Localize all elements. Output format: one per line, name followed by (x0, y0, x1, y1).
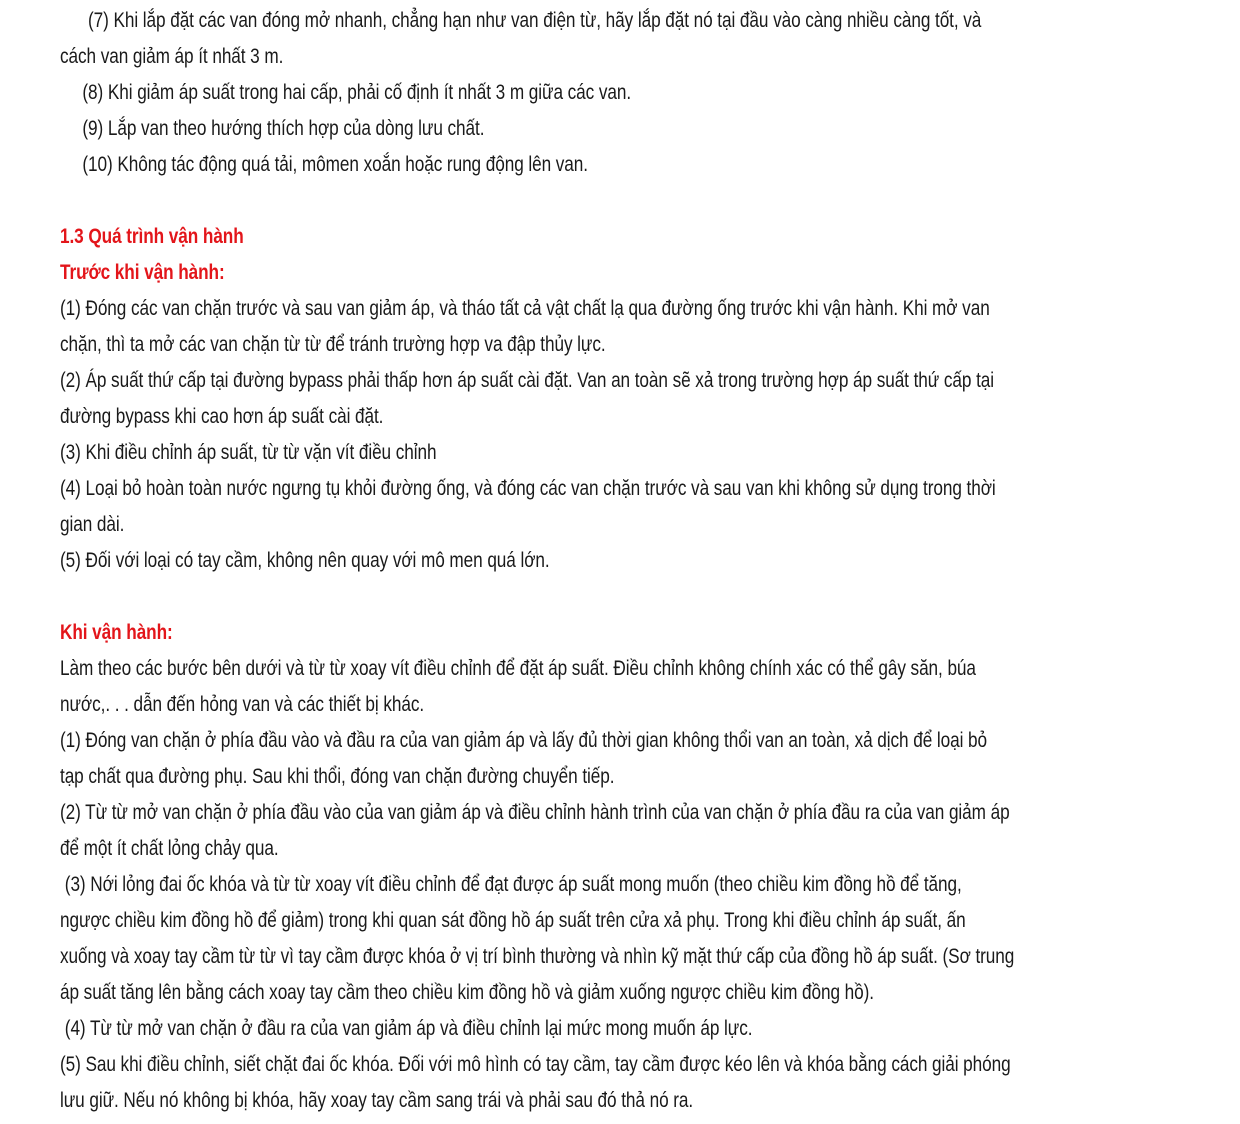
during-item-1: (1) Đóng van chặn ở phía đầu vào và đầu ra của van giảm áp và lấy đủ thời gian không thổi van an toàn, xả dịch để loại bỏ (60, 728, 988, 752)
during-item-5: (5) Sau khi điều chỉnh, siết chặt đai ốc khóa. Đối với mô hình có tay cầm, tay cầm được kéo lên và khóa bằng cách giải phóng (60, 1052, 1011, 1076)
before-item-2: (2) Áp suất thứ cấp tại đường bypass phải thấp hơn áp suất cài đặt. Van an toàn sẽ xả trong trường hợp áp suất thứ cấp tại (60, 368, 995, 392)
install-note-10: (10) Không tác động quá tải, mômen xoắn hoặc rung động lên van. (82, 152, 588, 176)
during-item-1-cont: tạp chất qua đường phụ. Sau khi thổi, đóng van chặn đường chuyển tiếp. (60, 764, 615, 788)
during-item-3: (3) Nới lỏng đai ốc khóa và từ từ xoay vít điều chỉnh để đạt được áp suất mong muốn (theo chiều kim đồng hồ để tăng, (64, 872, 962, 896)
during-intro: Làm theo các bước bên dưới và từ từ xoay vít điều chỉnh để đặt áp suất. Điều chỉnh không chính xác có thể gây săn, búa (60, 656, 976, 680)
before-item-4: (4) Loại bỏ hoàn toàn nước ngưng tụ khỏi đường ống, và đóng các van chặn trước và sau van khi không sử dụng trong thời (60, 476, 996, 500)
install-note-7-cont: cách van giảm áp ít nhất 3 m. (60, 44, 284, 68)
section-title: 1.3 Quá trình vận hành (60, 224, 244, 248)
install-note-7: (7) Khi lắp đặt các van đóng mở nhanh, chẳng hạn như van điện từ, hãy lắp đặt nó tại đầu vào càng nhiều càng tốt, và (88, 8, 982, 32)
document-page (60, 2, 1180, 1118)
install-note-8: (8) Khi giảm áp suất trong hai cấp, phải cố định ít nhất 3 m giữa các van. (82, 80, 632, 104)
spacer (60, 578, 1180, 614)
during-item-3-cont-b: xuống và xoay tay cầm từ từ vì tay cầm được khóa ở vị trí bình thường và nhìn kỹ mặt thứ cấp của đồng hồ áp suất. (Sơ trung (60, 944, 1015, 968)
during-item-4: (4) Từ từ mở van chặn ở đầu ra của van giảm áp và điều chỉnh lại mức mong muốn áp lực. (64, 1016, 753, 1040)
during-intro-cont: nước,. . . dẫn đến hỏng van và các thiết bị khác. (60, 692, 425, 716)
during-item-3-cont-c: áp suất tăng lên bằng cách xoay tay cầm theo chiều kim đồng hồ và giảm xuống ngược chiều kim đồng hồ). (60, 980, 874, 1004)
during-item-2: (2) Từ từ mở van chặn ở phía đầu vào của van giảm áp và điều chỉnh hành trình của van chặn ở phía đầu ra của van giảm áp (60, 800, 1010, 824)
before-item-5: (5) Đối với loại có tay cầm, không nên quay với mô men quá lớn. (60, 548, 550, 572)
before-operation-heading: Trước khi vận hành: (60, 260, 225, 284)
before-item-2-cont: đường bypass khi cao hơn áp suất cài đặt. (60, 404, 384, 428)
before-item-3: (3) Khi điều chỉnh áp suất, từ từ vặn vít điều chỉnh (60, 440, 437, 464)
spacer (60, 182, 1180, 218)
before-item-1: (1) Đóng các van chặn trước và sau van giảm áp, và tháo tất cả vật chất lạ qua đường ống trước khi vận hành. Khi mở van (60, 296, 990, 320)
during-item-5-cont: lưu giữ. Nếu nó không bị khóa, hãy xoay tay cầm sang trái và phải sau đó thả nó ra. (60, 1088, 694, 1112)
before-item-1-cont: chặn, thì ta mở các van chặn từ từ để tránh trường hợp va đập thủy lực. (60, 332, 606, 356)
during-item-2-cont: để một ít chất lỏng chảy qua. (60, 836, 279, 860)
install-note-9: (9) Lắp van theo hướng thích hợp của dòng lưu chất. (82, 116, 485, 140)
during-item-3-cont-a: ngược chiều kim đồng hồ để giảm) trong khi quan sát đồng hồ áp suất trên cửa xả phụ. Trong khi điều chỉnh áp suất, ấn (60, 908, 966, 932)
before-item-4-cont: gian dài. (60, 512, 125, 536)
during-operation-heading: Khi vận hành: (60, 620, 173, 644)
